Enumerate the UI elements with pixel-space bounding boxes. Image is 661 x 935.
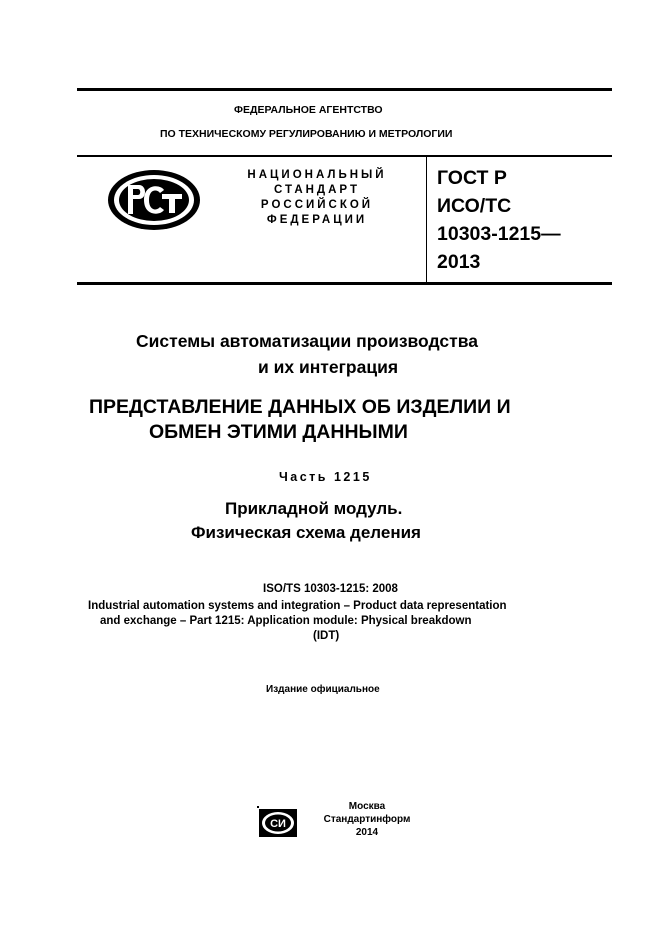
publisher-year: 2014 xyxy=(355,827,379,838)
national-standard-label xyxy=(222,168,412,228)
national-standard-line-4: ФЕДЕРАЦИИ xyxy=(266,214,368,226)
publisher-logo-text: СИ xyxy=(270,818,286,830)
publisher-name: Стандартинформ xyxy=(323,814,411,825)
title-line-3: ПРЕДСТАВЛЕНИЕ ДАННЫХ ОБ ИЗДЕЛИИ И xyxy=(89,396,511,418)
designation-line-1: ГОСТ Р xyxy=(437,167,507,189)
part-number: Часть 1215 xyxy=(279,470,372,484)
national-standard-line-2: СТАНДАРТ xyxy=(274,184,360,196)
designation-line-2: ИСО/ТС xyxy=(437,195,512,217)
rst-emblem-icon xyxy=(106,168,202,232)
subtitle-line-1: Прикладной модуль. xyxy=(225,499,403,518)
agency-line-2: ПО ТЕХНИЧЕСКОМУ РЕГУЛИРОВАНИЮ И МЕТРОЛОГИИ xyxy=(160,128,453,140)
national-standard-line-1: НАЦИОНАЛЬНЫЙ xyxy=(247,169,387,181)
english-title-line-3: (IDT) xyxy=(313,630,340,642)
iso-reference: ISO/TS 10303-1215: 2008 xyxy=(263,583,398,595)
designation-line-4: 2013 xyxy=(437,251,481,273)
agency-line-1: ФЕДЕРАЛЬНОЕ АГЕНТСТВО xyxy=(234,104,383,116)
publisher-city: Москва xyxy=(348,801,386,812)
english-title-line-1: Industrial automation systems and integration – Product data representation xyxy=(88,600,507,612)
publisher-block xyxy=(312,800,422,839)
subtitle-line-2: Физическая схема деления xyxy=(191,523,421,542)
designation-divider xyxy=(426,157,427,284)
title-line-1: Системы автоматизации производства xyxy=(136,331,478,351)
title-line-4: ОБМЕН ЭТИМИ ДАННЫМИ xyxy=(149,421,408,443)
designation-line-3: 10303-1215— xyxy=(437,223,561,245)
national-standard-line-3: РОССИЙСКОЙ xyxy=(260,199,374,211)
english-title-line-2: and exchange – Part 1215: Application module: Physical breakdown xyxy=(100,615,472,627)
standartinform-logo-icon xyxy=(256,805,300,841)
top-rule xyxy=(77,88,612,91)
title-line-2: и их интеграция xyxy=(258,357,399,377)
edition-label: Издание официальное xyxy=(266,684,380,695)
header-rule-bottom xyxy=(77,282,612,285)
header-rule-top xyxy=(77,155,612,157)
standard-designation xyxy=(437,164,561,276)
